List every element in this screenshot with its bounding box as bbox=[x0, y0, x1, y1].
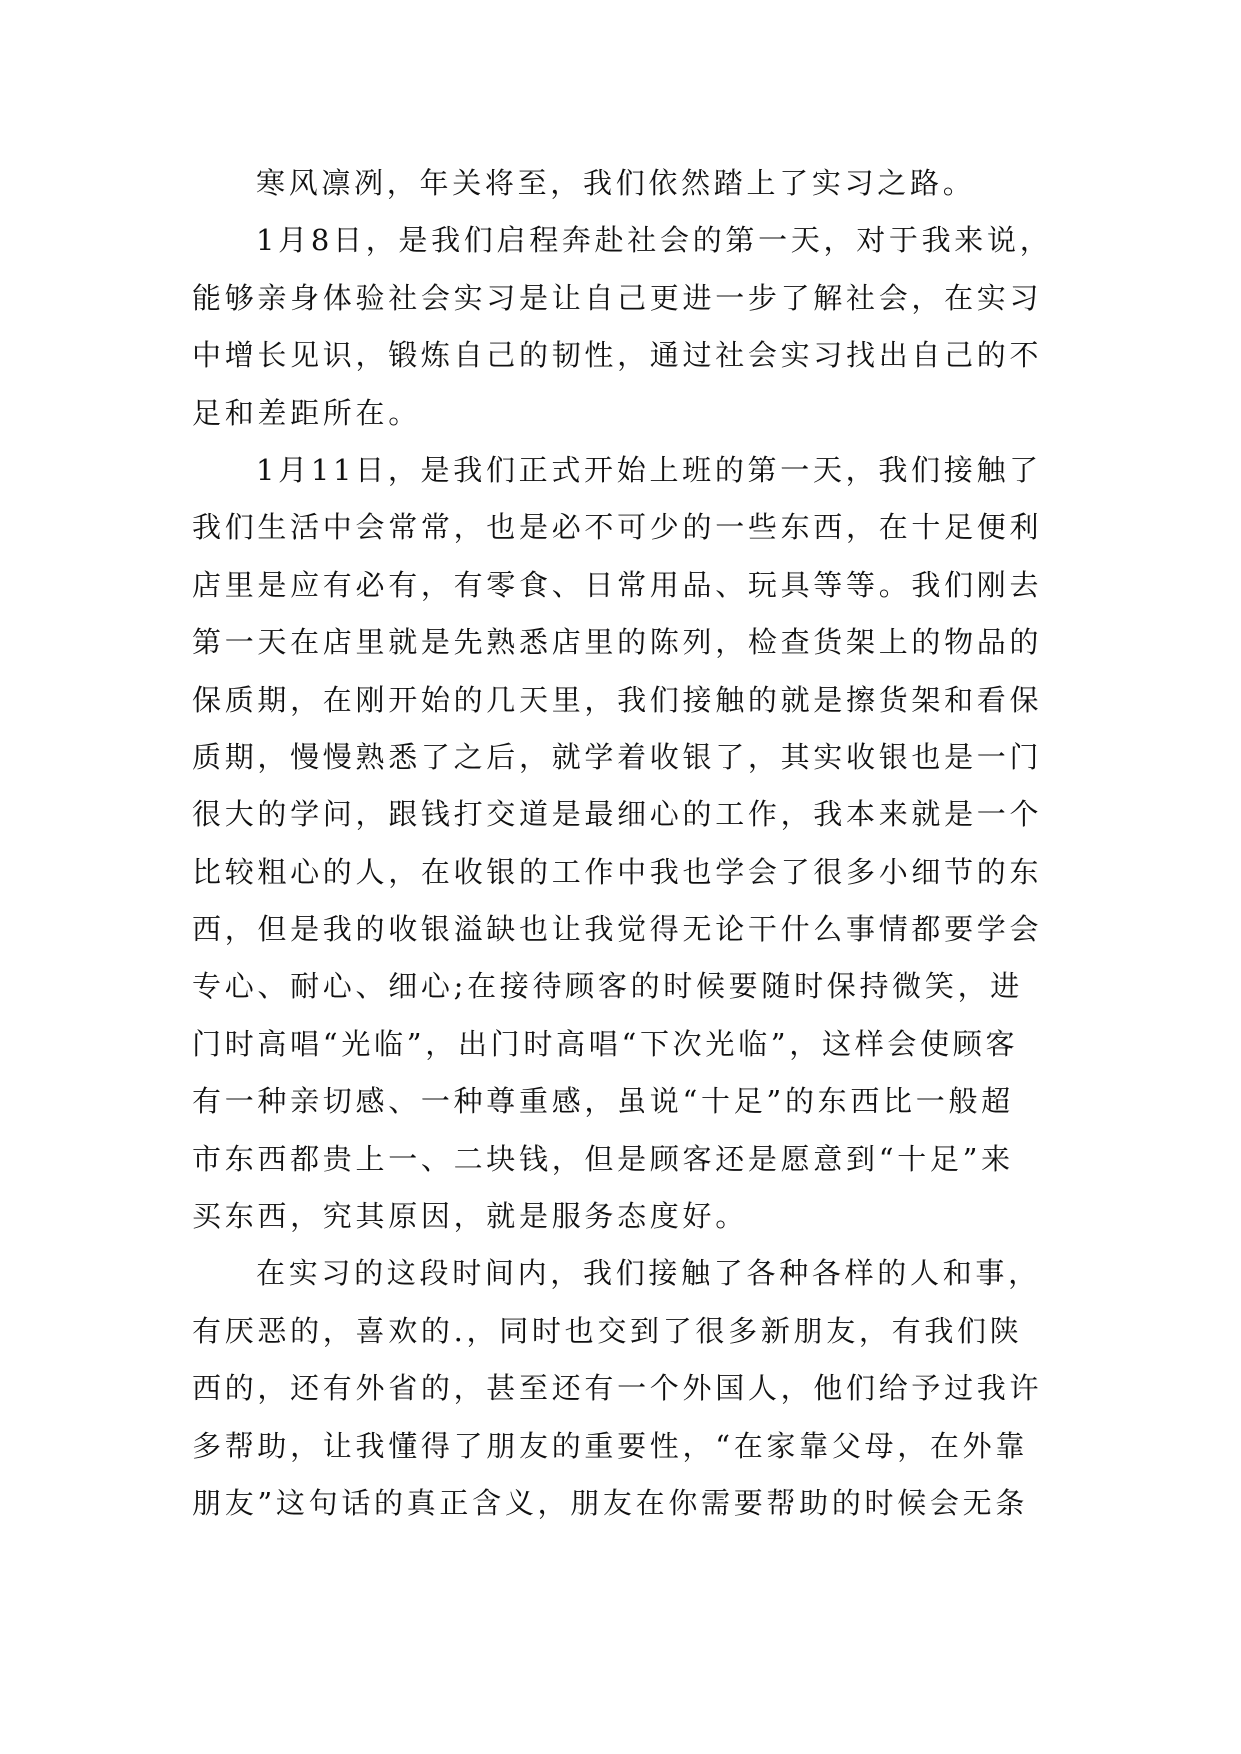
text-line: 第一天在店里就是先熟悉店里的陈列，检查货架上的物品的 bbox=[192, 625, 1043, 660]
text-line: 有一种亲切感、一种尊重感，虽说“十足”的东西比一般超 bbox=[192, 1084, 1014, 1119]
text-line: 西，但是我的收银溢缺也让我觉得无论干什么事情都要学会 bbox=[192, 912, 1043, 947]
text-line: 专心、耐心、细心;在接待顾客的时候要随时保持微笑，进 bbox=[192, 969, 1023, 1004]
text-line: 我们生活中会常常，也是必不可少的一些东西，在十足便利 bbox=[192, 510, 1043, 545]
text-line: 寒风凛冽，年关将至，我们依然踏上了实习之路。 bbox=[256, 166, 976, 200]
text-line: 买东西，究其原因，就是服务态度好。 bbox=[192, 1199, 748, 1234]
text-line: 西的，还有外省的，甚至还有一个外国人，他们给予过我许 bbox=[192, 1371, 1043, 1406]
text-line: 1月8日，是我们启程奔赴社会的第一天，对于我来说， bbox=[256, 223, 1053, 258]
paragraph-2 bbox=[192, 212, 1052, 442]
text-line: 很大的学问，跟钱打交道是最细心的工作，我本来就是一个 bbox=[192, 797, 1043, 832]
text-line: 质期，慢慢熟悉了之后，就学着收银了，其实收银也是一门 bbox=[192, 739, 1043, 774]
text-line: 比较粗心的人，在收银的工作中我也学会了很多小细节的东 bbox=[192, 854, 1043, 889]
text-line: 朋友”这句话的真正含义，朋友在你需要帮助的时候会无条 bbox=[192, 1485, 1029, 1520]
text-line: 保质期，在刚开始的几天里，我们接触的就是擦货架和看保 bbox=[192, 682, 1043, 717]
text-line: 市东西都贵上一、二块钱，但是顾客还是愿意到“十足”来 bbox=[192, 1141, 1014, 1176]
text-line: 中增长见识，锻炼自己的韧性，通过社会实习找出自己的不 bbox=[192, 338, 1043, 373]
text-line: 店里是应有必有，有零食、日常用品、玩具等等。我们刚去 bbox=[192, 567, 1043, 602]
text-line: 有厌恶的，喜欢的.，同时也交到了很多新朋友，有我们陕 bbox=[192, 1313, 1023, 1348]
paragraph-1 bbox=[192, 155, 1052, 212]
text-line: 足和差距所在。 bbox=[192, 395, 421, 430]
text-line: 多帮助，让我懂得了朋友的重要性，“在家靠父母，在外靠 bbox=[192, 1428, 1029, 1463]
paragraph-3 bbox=[192, 442, 1052, 1245]
text-line: 在实习的这段时间内，我们接触了各种各样的人和事， bbox=[256, 1256, 1041, 1291]
text-line: 门时高唱“光临”，出门时高唱“下次光临”，这样会使顾客 bbox=[192, 1026, 1019, 1061]
paragraph-4 bbox=[192, 1245, 1052, 1532]
document-body bbox=[192, 155, 1052, 1532]
text-line: 1月11日，是我们正式开始上班的第一天，我们接触了 bbox=[256, 452, 1042, 487]
text-line: 能够亲身体验社会实习是让自己更进一步了解社会，在实习 bbox=[192, 280, 1043, 315]
